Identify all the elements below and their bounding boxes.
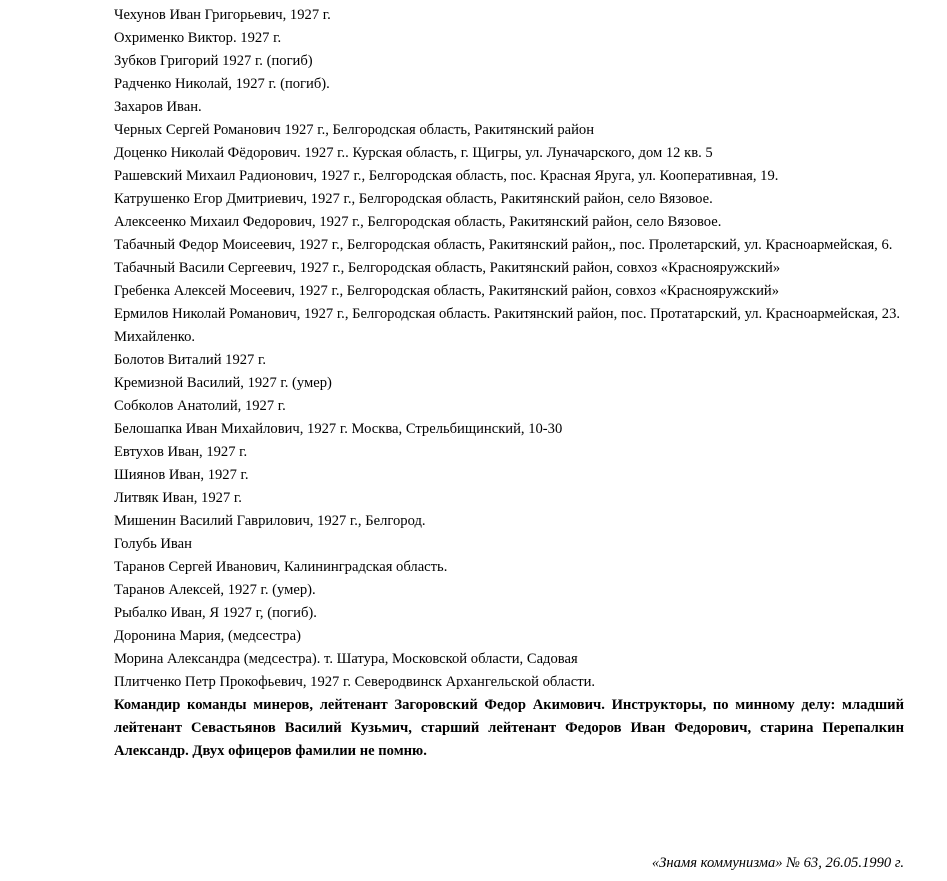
list-line: Литвяк Иван, 1927 г. [114, 490, 242, 506]
list-line: Шиянов Иван, 1927 г. [114, 467, 249, 483]
document-body [114, 4, 904, 763]
source-citation: «Знамя коммунизма» № 63, 26.05.1990 г. [651, 855, 904, 871]
name-list [114, 4, 904, 694]
list-line: Черных Сергей Романович 1927 г., Белгородская область, Ракитянский район [114, 122, 595, 138]
list-line: Морина Александра (медсестра). т. Шатура, Московской области, Садовая [114, 651, 578, 667]
list-line: Зубков Григорий 1927 г. (погиб) [114, 53, 313, 69]
list-line: Таранов Сергей Иванович, Калининградская область. [114, 559, 448, 575]
closing-paragraph: Командир команды минеров, лейтенант Загоровский Федор Акимович. Инструкторы, по минному делу: младший лейтенант Севастьянов Василий Кузьмич, старший лейтенант Федоров Иван Федорович, старина Перепалкин Александр. Двух офицеров фамилии не помню. [114, 697, 904, 759]
list-line: Михайленко. [114, 329, 196, 345]
list-line: Собколов Анатолий, 1927 г. [114, 398, 286, 414]
list-line: Гребенка Алексей Мосеевич, 1927 г., Белгородская область, Ракитянский район, совхоз «Краснояружский» [114, 283, 780, 299]
list-line: Таранов Алексей, 1927 г. (умер). [114, 582, 316, 598]
list-line: Доронина Мария, (медсестра) [114, 628, 301, 644]
list-line: Охрименко Виктор. 1927 г. [114, 30, 282, 46]
list-line: Радченко Николай, 1927 г. (погиб). [114, 76, 330, 92]
list-line: Доценко Николай Фёдорович. 1927 г.. Курская область, г. Щигры, ул. Луначарского, дом 12 кв. 5 [114, 145, 713, 161]
list-line: Алексеенко Михаил Федорович, 1927 г., Белгородская область, Ракитянский район, село Вязовое. [114, 214, 722, 230]
list-line: Табачный Федор Моисеевич, 1927 г., Белгородская область, Ракитянский район,, пос. Пролетарский, ул. Красноармейская, 6. [114, 237, 893, 253]
list-line: Катрушенко Егор Дмитриевич, 1927 г., Белгородская область, Ракитянский район, село Вязовое. [114, 191, 713, 207]
list-line: Болотов Виталий 1927 г. [114, 352, 266, 368]
list-line: Мишенин Василий Гаврилович, 1927 г., Белгород. [114, 513, 426, 529]
list-line: Рыбалко Иван, Я 1927 г, (погиб). [114, 605, 317, 621]
list-line: Евтухов Иван, 1927 г. [114, 444, 248, 460]
list-line: Чехунов Иван Григорьевич, 1927 г. [114, 7, 331, 23]
list-line: Белошапка Иван Михайлович, 1927 г. Москва, Стрельбищинский, 10-30 [114, 421, 563, 437]
list-line: Рашевский Михаил Радионович, 1927 г., Белгородская область, пос. Красная Яруга, ул. Кооперативная, 19. [114, 168, 779, 184]
list-line: Ермилов Николай Романович, 1927 г., Белгородская область. Ракитянский район, пос. Протатарский, ул. Красноармейская, 23. [114, 306, 901, 322]
list-line: Захаров Иван. [114, 99, 202, 115]
list-line: Плитченко Петр Прокофьевич, 1927 г. Северодвинск Архангельской области. [114, 674, 596, 690]
list-line: Голубь Иван [114, 536, 192, 552]
list-line: Кремизной Василий, 1927 г. (умер) [114, 375, 332, 391]
list-line: Табачный Васили Сергеевич, 1927 г., Белгородская область, Ракитянский район, совхоз «Краснояружский» [114, 260, 781, 276]
